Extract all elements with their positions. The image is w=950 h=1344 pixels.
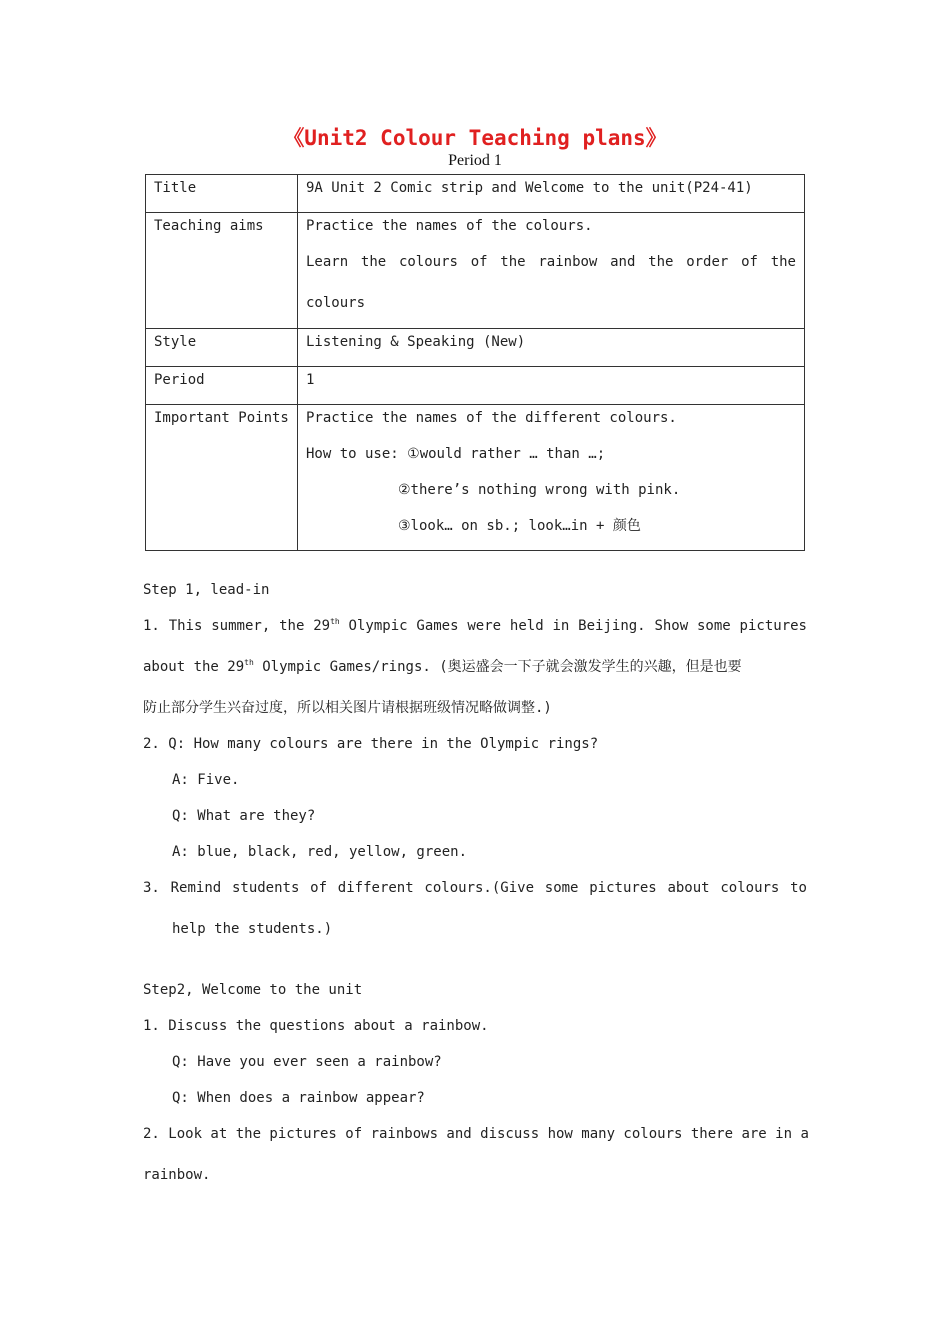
points-line: ③look… on sb.; look…in + 颜色 [398, 518, 641, 534]
points-line: Practice the names of the different colours. [306, 410, 677, 426]
step1-item1-line [143, 657, 807, 677]
style-value: Listening & Speaking (New) [306, 334, 526, 350]
text-span: 1. This summer, the 29 [143, 618, 331, 634]
step2-question: Q: Have you ever seen a rainbow? [172, 1054, 442, 1070]
step2-item2-line: 2. Look at the pictures of rainbows and discuss how many colours there are in a [143, 1126, 809, 1142]
step1-item3-line: 3. Remind students of different colours.(Give some pictures about colours to [143, 880, 807, 896]
text-span: Olympic Games were held in Beijing. Show some pictures [339, 618, 807, 634]
superscript: th [330, 617, 340, 626]
points-line: How to use: ①would rather … than …; [306, 446, 606, 462]
period-label-cell [146, 367, 298, 405]
step2-item1: 1. Discuss the questions about a rainbow. [143, 1018, 489, 1034]
step1-item1-line: 防止部分学生兴奋过度，所以相关图片请根据班级情况略做调整.) [143, 700, 552, 716]
aims-value-cell [298, 213, 805, 329]
title-label: Title [154, 180, 197, 196]
step1-item2-answer: A: blue, black, red, yellow, green. [172, 844, 468, 860]
table-row [146, 175, 805, 213]
table-row [146, 329, 805, 367]
aims-label: Teaching aims [154, 218, 264, 234]
aims-label-cell [146, 213, 298, 329]
period-heading: Period 1 [448, 152, 502, 169]
points-value-cell [298, 405, 805, 551]
teaching-plan-table [145, 174, 805, 551]
aims-line: Practice the names of the colours. [306, 218, 593, 234]
style-label-cell [146, 329, 298, 367]
table-row [146, 213, 805, 329]
step2-item2-line: rainbow. [143, 1167, 211, 1183]
points-line: ②there’s nothing wrong with pink. [398, 482, 681, 498]
period-value-cell [298, 367, 805, 405]
title-value-cell [298, 175, 805, 213]
title-label-cell [146, 175, 298, 213]
document-title: 《Unit2 Colour Teaching plans》 [283, 126, 667, 150]
style-value-cell [298, 329, 805, 367]
step2-heading: Step2, Welcome to the unit [143, 982, 363, 998]
step2-question: Q: When does a rainbow appear? [172, 1090, 425, 1106]
step1-item2-question: Q: What are they? [172, 808, 316, 824]
aims-line: Learn the colours of the rainbow and the order of the [306, 254, 796, 270]
table-row [146, 405, 805, 551]
title-value: 9A Unit 2 Comic strip and Welcome to the unit(P24-41) [306, 180, 753, 196]
points-label: Important Points [154, 410, 289, 426]
style-label: Style [154, 334, 197, 350]
step1-item2-question: 2. Q: How many colours are there in the Olympic rings? [143, 736, 599, 752]
table-row [146, 367, 805, 405]
period-value: 1 [306, 372, 315, 388]
step1-item3-line: help the students.) [172, 921, 333, 937]
superscript: th [244, 658, 254, 667]
step1-heading: Step 1, lead-in [143, 582, 270, 598]
step1-item2-answer: A: Five. [172, 772, 240, 788]
aims-line: colours [306, 295, 366, 311]
points-label-cell [146, 405, 298, 551]
step1-item1-line [143, 616, 807, 636]
text-span: Olympic Games/rings. (奥运盛会一下子就会激发学生的兴趣，但是也要 [253, 659, 742, 675]
text-span: about the 29 [143, 659, 245, 675]
period-label: Period [154, 372, 205, 388]
